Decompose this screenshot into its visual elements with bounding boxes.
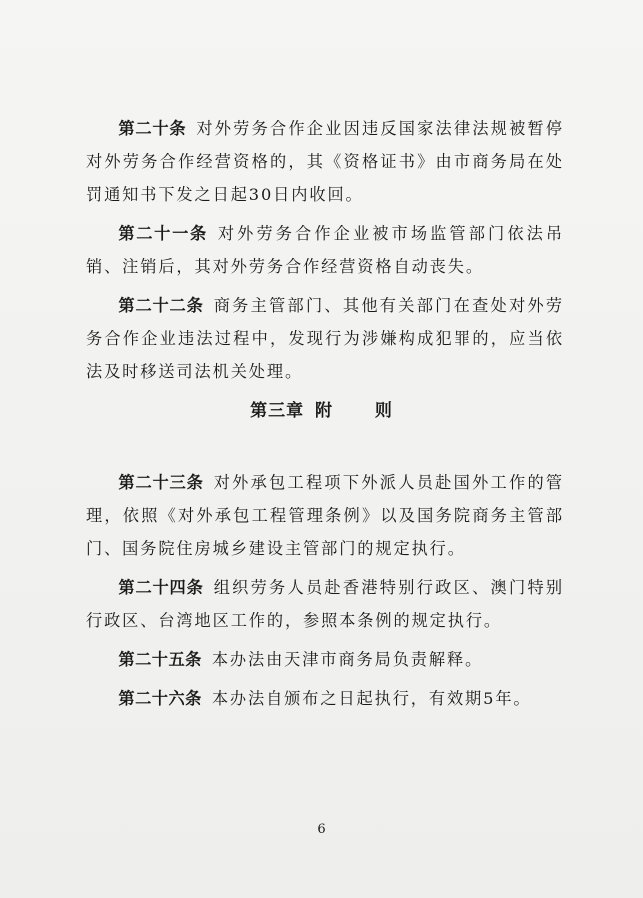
article-label: 第二十四条 [118,578,204,597]
articles-section-bottom [86,466,564,721]
article-label: 第二十三条 [118,473,204,492]
article-text: 本办法自颁布之日起执行，有效期5年。 [211,689,532,708]
chapter-heading [0,396,643,421]
article-label: 第二十五条 [118,650,202,669]
article-text: 对外劳务合作企业被市场监管部门依法吊销、注销后，其对外劳务合作经营资格自动丧失。 [86,224,564,276]
article-26 [86,682,564,715]
chapter-number: 第三章 [250,401,305,421]
article-label: 第二十一条 [118,224,208,243]
article-label: 第二十六条 [118,689,202,708]
article-20 [86,112,564,211]
chapter-title-char-1: 附 [315,401,334,421]
page-number: 6 [317,822,326,837]
article-text: 组织劳务人员赴香港特别行政区、澳门特别行政区、台湾地区工作的，参照本条例的规定执行。 [86,578,565,630]
article-text: 本办法由天津市商务局负责解释。 [211,650,484,669]
article-21 [86,217,564,283]
articles-section-top [86,112,564,394]
article-text: 对外劳务合作企业因违反国家法律法规被暂停对外劳务合作经营资格的，其《资格证书》由市商务局在处罚通知书下发之日起30日内收回。 [86,119,565,204]
article-text: 商务主管部门、其他有关部门在查处对外劳务合作企业违法过程中，发现行为涉嫌构成犯罪的，应当依法及时移送司法机关处理。 [86,296,565,381]
article-22 [86,289,564,388]
article-label: 第二十条 [118,119,187,138]
article-23 [86,466,564,565]
article-25 [86,643,564,676]
chapter-title-char-2: 则 [374,401,393,421]
article-label: 第二十二条 [118,296,204,315]
article-text: 对外承包工程项下外派人员赴国外工作的管理，依照《对外承包工程管理条例》以及国务院商务主管部门、国务院住房城乡建设主管部门的规定执行。 [86,473,565,558]
article-24 [86,571,564,637]
